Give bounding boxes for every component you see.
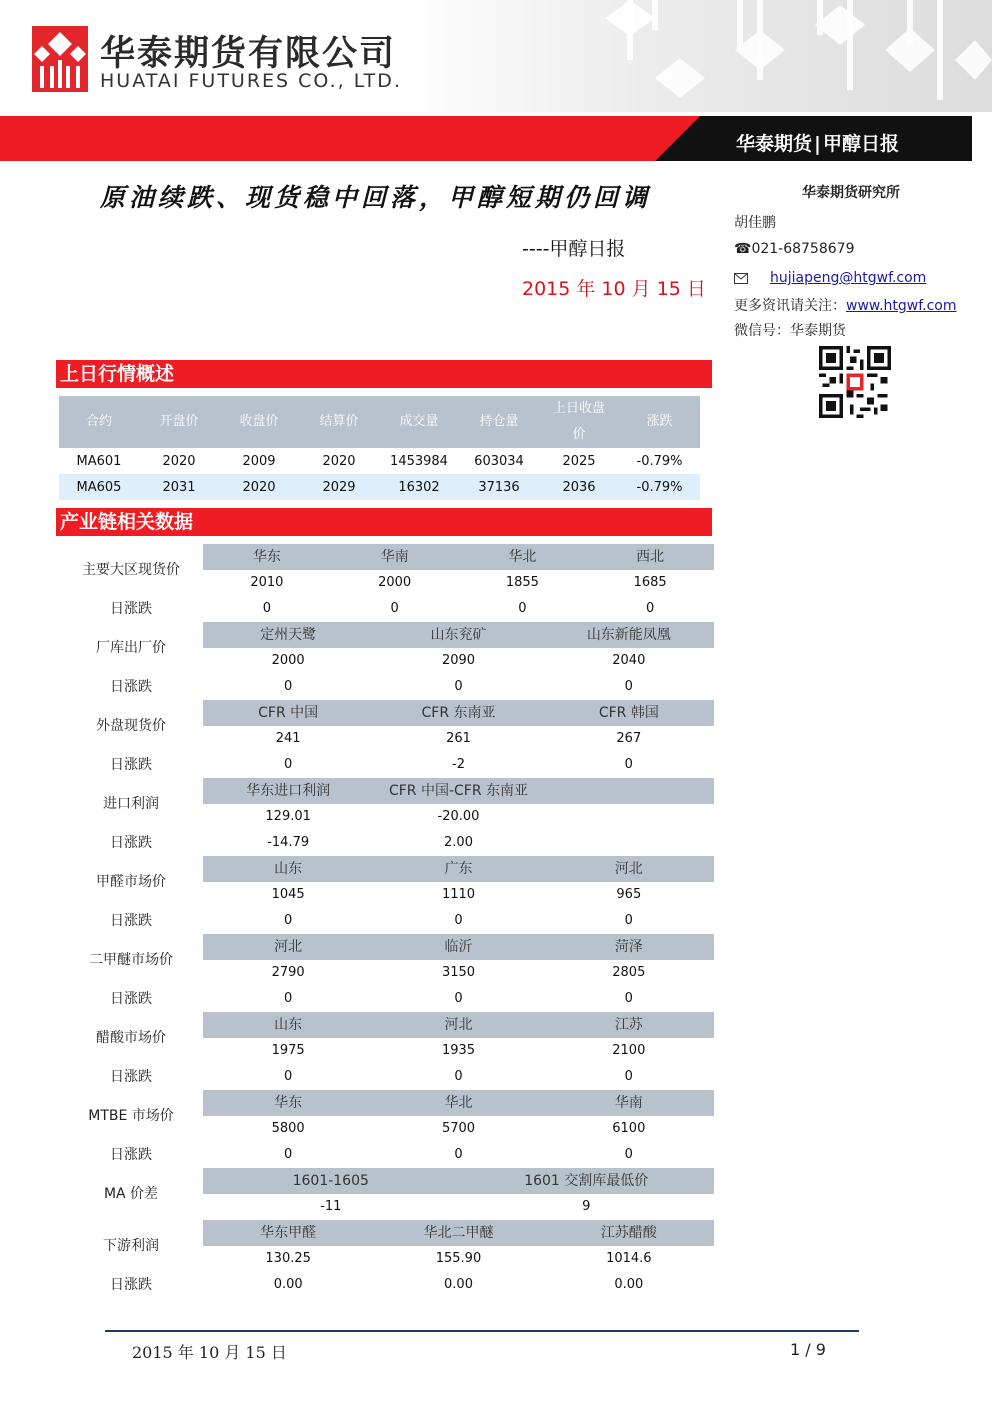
company-name-en: HUATAI FUTURES CO., LTD. xyxy=(100,70,402,92)
table-cell: 3150 xyxy=(441,965,476,980)
table-cell xyxy=(544,804,714,830)
qr-code-icon xyxy=(819,346,891,418)
chain-cells xyxy=(203,882,714,908)
col-change: 涨跌 xyxy=(619,396,700,448)
col-open: 开盘价 xyxy=(139,396,219,448)
table-cell: 1935 xyxy=(441,1043,476,1058)
chain-header-row xyxy=(58,1090,714,1116)
table-cell: 2090 xyxy=(441,653,476,668)
column-header: 山东 xyxy=(274,1017,303,1033)
chain-cells xyxy=(203,856,714,882)
section-industry-chain: 产业链相关数据 xyxy=(56,508,712,536)
table-cell: 965 xyxy=(616,887,642,902)
group-label: 厂库出厂价 xyxy=(96,640,166,656)
table-cell: 2040 xyxy=(612,653,646,668)
company-name-cn: 华泰期货有限公司 xyxy=(100,34,397,74)
chain-cells xyxy=(203,1220,714,1246)
chain-cells xyxy=(203,674,714,700)
chain-header-row xyxy=(58,1012,714,1038)
footer-date: 2015 年 10 月 15 日 xyxy=(132,1343,287,1362)
chain-cells xyxy=(203,1116,714,1142)
table-cell: -0.79% xyxy=(619,474,700,500)
col-close: 收盘价 xyxy=(219,396,299,448)
table-cell: 1014.6 xyxy=(606,1251,652,1266)
table-cell: 2020 xyxy=(219,474,299,500)
column-header: CFR 东南亚 xyxy=(421,705,496,721)
chain-header-row xyxy=(58,622,714,648)
chain-cells xyxy=(203,960,714,986)
table-row xyxy=(59,448,700,474)
table-cell: 1045 xyxy=(271,887,305,902)
analyst-name: 胡佳鹏 xyxy=(734,215,776,231)
chain-change-row xyxy=(58,752,714,778)
column-header: 定州天鹭 xyxy=(260,627,317,643)
column-header: 华东 xyxy=(274,1095,303,1111)
column-header: 广东 xyxy=(444,861,473,877)
chain-change-row xyxy=(58,1272,714,1298)
table-cell: 603034 xyxy=(474,453,524,469)
daily-change-label: 日涨跌 xyxy=(110,991,152,1007)
report-type: 甲醇日报 xyxy=(822,133,899,155)
chain-change-row xyxy=(58,674,714,700)
table-cell: 0.00 xyxy=(614,1277,644,1292)
group-label: 二甲醚市场价 xyxy=(89,952,173,968)
table-cell: 0 xyxy=(454,1147,463,1162)
chain-cells xyxy=(203,1142,714,1168)
table-cell: 6100 xyxy=(612,1121,646,1136)
group-label: 主要大区现货价 xyxy=(82,562,180,578)
chain-value-row xyxy=(58,882,714,908)
table-cell: 0.00 xyxy=(444,1277,473,1292)
column-header: 河北 xyxy=(444,1017,473,1033)
chain-change-row xyxy=(58,596,714,622)
chain-value-row xyxy=(58,1246,714,1272)
report-title: 原油续跌、现货稳中回落，甲醇短期仍回调 xyxy=(100,183,652,212)
chain-cells xyxy=(203,622,714,648)
industry-chain-table xyxy=(58,544,714,1298)
group-label: 醋酸市场价 xyxy=(96,1030,166,1046)
table-cell: 2805 xyxy=(612,965,646,980)
chain-value-row xyxy=(58,648,714,674)
table-cell: -20.00 xyxy=(437,809,480,824)
header-decoration xyxy=(560,0,992,112)
table-cell: 0 xyxy=(390,601,399,616)
website-link[interactable]: www.htgwf.com xyxy=(846,298,957,314)
table-cell: -11 xyxy=(320,1199,342,1214)
chain-change-row xyxy=(58,1064,714,1090)
table-cell: -2 xyxy=(452,757,465,772)
chain-cells xyxy=(203,1272,714,1298)
column-header xyxy=(544,778,714,804)
chain-cells xyxy=(203,986,714,1012)
chain-change-row xyxy=(58,908,714,934)
table-cell: 0 xyxy=(284,913,293,928)
table-cell: 241 xyxy=(275,731,301,746)
chain-value-row xyxy=(58,1116,714,1142)
column-header: CFR 中国 xyxy=(258,705,319,721)
table-cell: 0 xyxy=(624,1147,633,1162)
email-link[interactable]: hujiapeng@htgwf.com xyxy=(770,270,927,286)
chain-header-row xyxy=(58,1168,714,1194)
table-cell: 0 xyxy=(645,601,655,616)
group-label: 下游利润 xyxy=(103,1238,159,1254)
chain-header-row xyxy=(58,1220,714,1246)
mail-icon xyxy=(734,273,748,284)
table-cell: 0 xyxy=(624,991,633,1006)
table-cell: 1110 xyxy=(441,887,476,902)
chain-cells xyxy=(203,934,714,960)
column-header: 华北二甲醚 xyxy=(423,1225,494,1241)
table-cell: 0 xyxy=(284,1147,293,1162)
column-header: 1601 交割库最低价 xyxy=(524,1173,649,1189)
table-cell: 2036 xyxy=(539,474,619,500)
table-row xyxy=(59,474,700,500)
column-header: 山东 xyxy=(274,861,303,877)
table-cell: 0.00 xyxy=(273,1277,303,1292)
chain-value-row xyxy=(58,726,714,752)
market-table xyxy=(59,396,700,500)
column-header: 山东兖矿 xyxy=(430,627,487,643)
chain-cells xyxy=(203,1246,714,1272)
column-header: 华北 xyxy=(444,1095,473,1111)
table-cell: 2010 xyxy=(250,575,284,590)
column-header: 华北 xyxy=(508,549,537,565)
chain-header-row xyxy=(58,700,714,726)
table-cell: -14.79 xyxy=(267,835,310,850)
chain-value-row xyxy=(58,804,714,830)
website-line xyxy=(734,295,956,315)
table-cell: 261 xyxy=(446,731,471,746)
group-label: 外盘现货价 xyxy=(96,718,166,734)
chain-cells xyxy=(203,908,714,934)
daily-change-label: 日涨跌 xyxy=(110,835,152,851)
column-header: 西北 xyxy=(636,549,665,565)
chain-cells xyxy=(203,804,714,830)
table-cell: 1975 xyxy=(271,1043,305,1058)
table-cell: 0 xyxy=(284,991,293,1006)
institute-name: 华泰期货研究所 xyxy=(802,185,900,201)
table-cell: 0 xyxy=(284,679,293,694)
table-cell: 0 xyxy=(624,757,633,772)
chain-change-row xyxy=(58,830,714,856)
phone-number: ☎021-68758679 xyxy=(734,241,855,257)
table-cell: 5800 xyxy=(271,1121,305,1136)
table-cell: 16302 xyxy=(379,474,459,500)
chain-change-row xyxy=(58,986,714,1012)
table-cell: 2790 xyxy=(271,965,305,980)
table-cell: 2031 xyxy=(139,474,219,500)
chain-cells xyxy=(203,1064,714,1090)
column-header: 山东新能凤凰 xyxy=(586,627,671,643)
table-cell: 129.01 xyxy=(265,809,311,824)
group-label: 甲醛市场价 xyxy=(96,874,166,890)
chain-cells xyxy=(203,830,714,856)
chain-cells xyxy=(203,1090,714,1116)
market-header-row xyxy=(59,396,700,448)
page-number: 1 / 9 xyxy=(790,1340,826,1359)
chain-cells xyxy=(203,1194,714,1220)
chain-value-row xyxy=(58,1038,714,1064)
chain-value-row xyxy=(58,570,714,596)
wechat-id: 微信号：华泰期货 xyxy=(734,323,846,339)
table-cell: 9 xyxy=(582,1199,591,1214)
column-header: 河北 xyxy=(274,939,303,955)
column-header: 临沂 xyxy=(444,939,473,955)
col-settle: 结算价 xyxy=(299,396,379,448)
table-cell: 0 xyxy=(624,679,633,694)
table-cell: 0 xyxy=(454,679,463,694)
table-cell: 1685 xyxy=(633,575,667,590)
table-cell: 2.00 xyxy=(444,835,473,850)
column-header: 江苏醋酸 xyxy=(600,1225,657,1241)
section-market-overview: 上日行情概述 xyxy=(56,360,712,388)
table-cell: MA601 xyxy=(76,453,122,469)
column-header: 1601-1605 xyxy=(292,1173,369,1189)
chain-cells xyxy=(203,544,714,570)
daily-change-label: 日涨跌 xyxy=(110,679,152,695)
chain-cells xyxy=(203,726,714,752)
brand-tag xyxy=(736,129,899,156)
table-cell: 2020 xyxy=(162,453,196,469)
table-cell: 2000 xyxy=(378,575,412,590)
column-header: 华东甲醛 xyxy=(260,1225,317,1241)
column-header: 江苏 xyxy=(614,1017,643,1033)
huatai-logo-icon xyxy=(32,26,88,92)
table-cell: 0 xyxy=(624,913,633,928)
brand-name: 华泰期货 xyxy=(736,133,813,155)
chain-cells xyxy=(203,1038,714,1064)
col-contract: 合约 xyxy=(59,396,139,448)
group-label: MTBE 市场价 xyxy=(88,1108,174,1124)
col-prev-close: 上日收盘价 xyxy=(539,396,619,448)
daily-change-label: 日涨跌 xyxy=(110,601,152,617)
email-line xyxy=(734,270,926,286)
table-cell: 0 xyxy=(284,757,293,772)
table-cell: 267 xyxy=(616,731,642,746)
table-cell: 155.90 xyxy=(435,1251,482,1266)
table-cell: 0 xyxy=(454,1069,463,1084)
group-label: MA 价差 xyxy=(103,1186,159,1202)
chain-cells xyxy=(203,596,714,622)
chain-change-row xyxy=(58,1142,714,1168)
table-cell: 2025 xyxy=(562,453,596,469)
table-cell: 1855 xyxy=(505,575,539,590)
table-cell: MA605 xyxy=(59,474,139,500)
chain-cells xyxy=(203,570,714,596)
column-header: 河北 xyxy=(614,861,643,877)
report-date: 2015 年 10 月 15 日 xyxy=(522,278,706,300)
table-cell: 5700 xyxy=(441,1121,476,1136)
table-cell: 0 xyxy=(284,1069,293,1084)
table-cell: 0 xyxy=(262,601,272,616)
group-label: 进口利润 xyxy=(103,796,159,812)
chain-header-row xyxy=(58,544,714,570)
table-cell: 130.25 xyxy=(265,1251,311,1266)
chain-value-row xyxy=(58,1194,714,1220)
chain-cells xyxy=(203,1012,714,1038)
chain-header-row xyxy=(58,934,714,960)
column-header: 华东 xyxy=(252,549,281,565)
table-cell: 2029 xyxy=(299,474,379,500)
table-cell: 0 xyxy=(454,991,463,1006)
table-cell: -0.79% xyxy=(636,453,683,469)
chain-cells xyxy=(203,700,714,726)
chain-cells xyxy=(203,648,714,674)
table-cell: 0 xyxy=(518,601,527,616)
table-cell: 1453984 xyxy=(390,453,448,469)
table-cell: 2020 xyxy=(322,453,356,469)
chain-header-row xyxy=(58,778,714,804)
more-info-label: 更多资讯请关注： xyxy=(734,298,846,314)
footer-divider xyxy=(105,1330,859,1332)
table-cell: 37136 xyxy=(459,474,539,500)
col-open-interest: 持仓量 xyxy=(459,396,539,448)
report-subtitle: ----甲醇日报 xyxy=(522,238,626,260)
daily-change-label: 日涨跌 xyxy=(110,1277,152,1293)
column-header: 华东进口利润 xyxy=(246,783,331,799)
column-header: 华南 xyxy=(380,549,409,565)
table-cell: 2000 xyxy=(271,653,305,668)
chain-value-row xyxy=(58,960,714,986)
daily-change-label: 日涨跌 xyxy=(110,757,152,773)
daily-change-label: 日涨跌 xyxy=(110,1147,152,1163)
column-header: CFR 韩国 xyxy=(598,705,659,721)
daily-change-label: 日涨跌 xyxy=(110,913,152,929)
daily-change-label: 日涨跌 xyxy=(110,1069,152,1085)
table-cell: 2009 xyxy=(242,453,276,469)
chain-header-row xyxy=(58,856,714,882)
table-cell: 2100 xyxy=(612,1043,646,1058)
col-volume: 成交量 xyxy=(379,396,459,448)
table-cell xyxy=(544,830,714,856)
brand-separator: | xyxy=(814,133,821,155)
chain-cells xyxy=(203,1168,714,1194)
table-cell: 0 xyxy=(624,1069,633,1084)
column-header: 华南 xyxy=(614,1095,643,1111)
column-header: CFR 中国-CFR 东南亚 xyxy=(388,783,529,799)
chain-cells xyxy=(203,752,714,778)
table-cell: 0 xyxy=(454,913,463,928)
column-header: 菏泽 xyxy=(614,939,643,955)
chain-cells xyxy=(203,778,714,804)
